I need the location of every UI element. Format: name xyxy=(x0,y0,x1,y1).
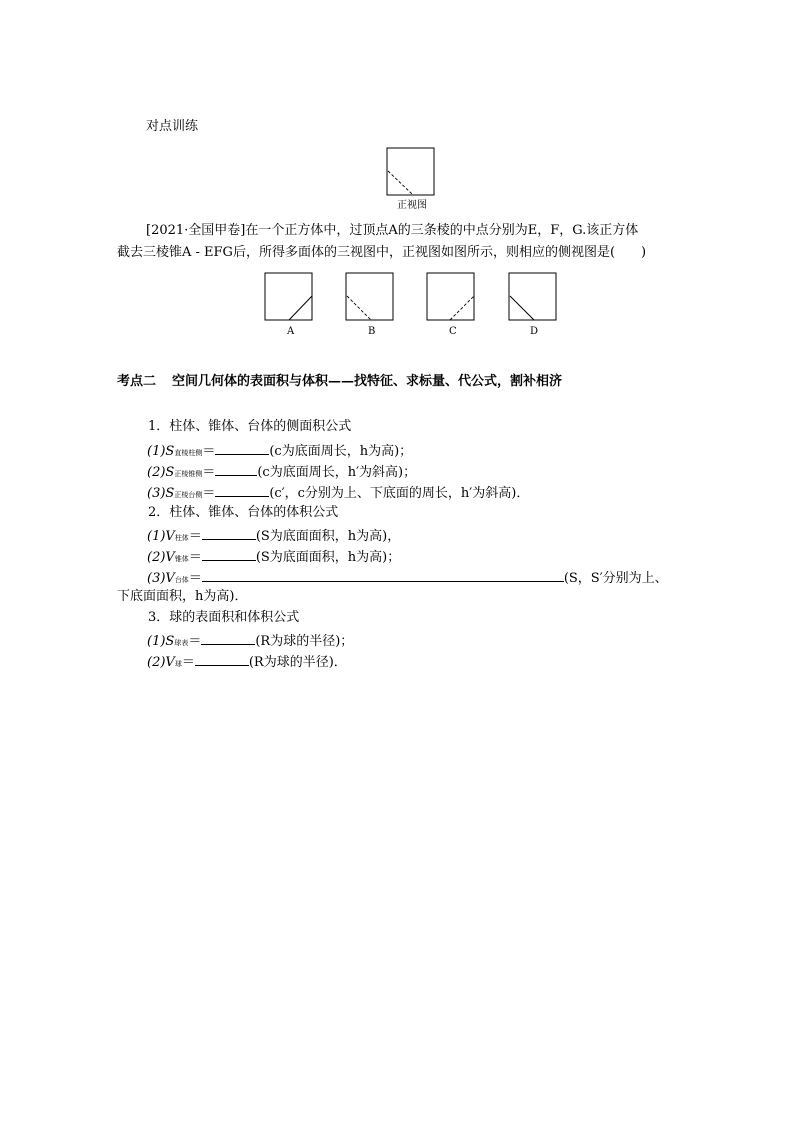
heading-title: 空间几何体的表面积与体积——找特征、求标量、代公式，割补相济 xyxy=(172,374,563,389)
formula-3-1: (1)S球表＝ (R为球的半径)； xyxy=(147,634,354,649)
item-2-heading: 2．柱体、锥体、台体的体积公式 xyxy=(148,505,339,520)
formula-2-1: (1)V柱体＝ (S为底面面积，h为高)， xyxy=(147,529,401,544)
option-d-figure[interactable] xyxy=(508,272,558,322)
answer-blank[interactable] xyxy=(215,463,257,476)
front-view-caption: 正视图 xyxy=(397,200,427,211)
option-b-label[interactable]: B xyxy=(368,326,376,337)
answer-blank[interactable] xyxy=(201,632,255,645)
section-heading xyxy=(117,375,562,388)
answer-blank[interactable] xyxy=(195,653,249,666)
option-b-figure[interactable] xyxy=(345,272,395,322)
option-d-label[interactable]: D xyxy=(530,326,539,337)
formula-1-3: (3)S正棱台侧＝ (c′，c分别为上、下底面的周长，h′为斜高)． xyxy=(147,486,530,501)
formula-2-2: (2)V锥体＝ (S为底面面积，h为高)； xyxy=(147,550,401,565)
answer-blank[interactable] xyxy=(202,569,564,582)
option-a-label[interactable]: A xyxy=(287,326,295,337)
problem-line-1: [2021·全国甲卷]在一个正方体中，过顶点A的三条棱的中点分别为E，F，G.该正方体 xyxy=(146,223,639,238)
front-view-figure xyxy=(386,147,436,197)
formula-1-2: (2)S正棱锥侧＝ (c为底面周长，h′为斜高)； xyxy=(147,465,417,480)
formula-3-2: (2)V球＝ (R为球的半径)． xyxy=(147,655,347,670)
option-c-label[interactable]: C xyxy=(449,326,457,337)
answer-blank[interactable] xyxy=(215,484,269,497)
item-1-heading: 1．柱体、锥体、台体的侧面积公式 xyxy=(148,419,352,434)
option-a-figure[interactable] xyxy=(264,272,314,322)
answer-blank[interactable] xyxy=(202,527,256,540)
formula-2-3-continued: 下底面面积，h为高)． xyxy=(117,589,248,604)
problem-line-2: 截去三棱锥A - EFG后，所得多面体的三视图中，正视图如图所示，则相应的侧视图是( ) xyxy=(117,245,647,260)
answer-blank[interactable] xyxy=(202,548,256,561)
formula-1-1: (1)S直棱柱侧＝ (c为底面周长，h为高)； xyxy=(147,444,413,459)
heading-tag: 考点二 xyxy=(117,374,157,389)
option-c-figure[interactable] xyxy=(426,272,476,322)
formula-2-3: (3)V台体＝ (S，S′分别为上、 xyxy=(147,571,668,586)
answer-blank[interactable] xyxy=(215,442,269,455)
item-3-heading: 3．球的表面积和体积公式 xyxy=(148,610,300,625)
section-label: 对点训练 xyxy=(146,119,199,134)
